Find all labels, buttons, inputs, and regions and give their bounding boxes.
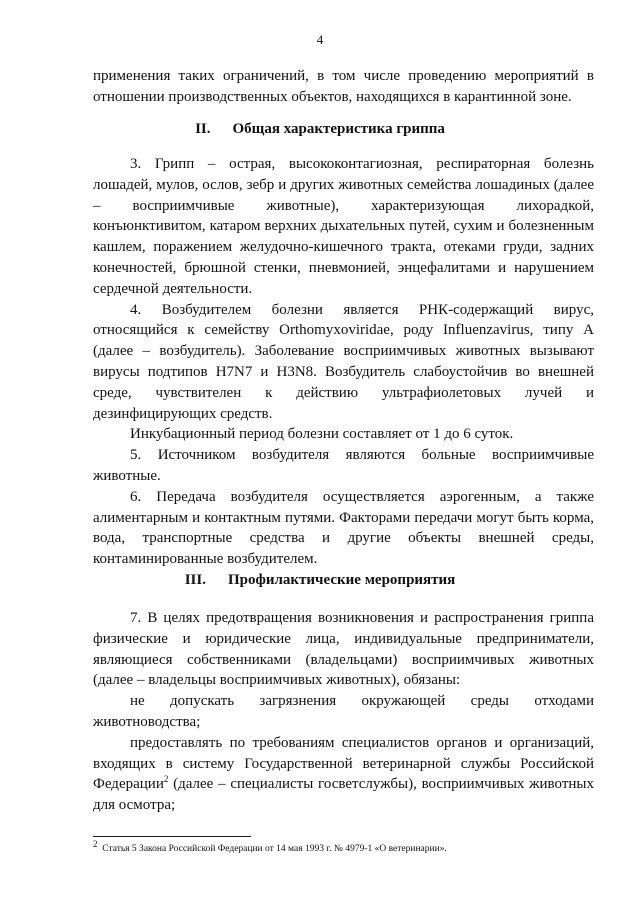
footnote-reference: 2 — [163, 774, 169, 785]
intro-paragraph: применения таких ограничений, в том числе проведению мероприятий в отношении производственных объектов, находящихся в карантинной зоне. — [93, 68, 594, 105]
paragraph-incubation: Инкубационный период болезни составляет от 1 до 6 суток. — [130, 426, 514, 443]
footnote-divider — [93, 836, 251, 837]
paragraph-7: 7. В целях предотвращения возникновения и распространения гриппа физические и юридические лица, индивидуальные предприниматели, являющиеся собственниками (владельцами) восприимчивых животных (далее – владельцы восприимчивых животных), обязаны: — [93, 610, 594, 689]
section-3-body — [93, 608, 594, 816]
section-2-body — [93, 154, 594, 570]
paragraph-3: 3. Грипп – острая, высококонтагиозная, респираторная болезнь лошадей, мулов, ослов, зебр и других животных семейства лошадиных (далее – восприимчивые животные), характеризующая лихорадкой, конъюнктивитом, катаром верхних дыхательных путей, сухим и болезненным кашлем, поражением желудочно-кишечного тракта, отеками груди, задних конечностей, брюшной стенки, пневмонией, энцефалитами и нарушением сердечной деятельности. — [93, 156, 594, 297]
inspection-text-part2: (далее – специалисты госветслужбы), восприимчивых животных для осмотра; — [93, 776, 594, 814]
inspection-text-part1: предоставлять по требованиям специалистов органов и организаций, входящих в систему Государственной ветеринарной службы Российской Федерации — [93, 734, 594, 793]
paragraph-4: 4. Возбудителем болезни является РНК-содержащий вирус, относящийся к семейству Orthomyxoviridae, роду Influenzavirus, типу A (далее – возбудитель). Заболевание восприимчивых животных вызывают вирусы подтипов H7N7 и H3N8. Возбудитель слабоустойчив во внешней среде, чувствителен к действию ультрафиолетовых лучей и дезинфицирующих средств. — [93, 301, 594, 422]
footnote-mark: 2 — [93, 838, 98, 849]
page-number: 4 — [316, 32, 324, 47]
paragraph-inspection — [93, 733, 594, 816]
paragraph-pollution: не допускать загрязнения окружающей среды отходами животноводства; — [93, 693, 594, 730]
section-2-title: Общая характеристика гриппа — [232, 121, 445, 137]
paragraph-5: 5. Источником возбудителя являются больные восприимчивые животные. — [93, 447, 594, 484]
section-3-number: III. — [184, 572, 206, 588]
footnote-text: Статья 5 Закона Российской Федерации от 14 мая 1993 г. № 4979-1 «О ветеринарии». — [102, 844, 447, 854]
section-2-number: II. — [195, 121, 211, 137]
section-3-heading — [0, 572, 640, 589]
section-3-title: Профилактические мероприятия — [227, 572, 456, 588]
footnote — [93, 838, 594, 855]
paragraph-6: 6. Передача возбудителя осуществляется аэрогенным, а также алиментарным и контактным путями. Факторами передачи могут быть корма, вода, транспортные средства и другие объекты внешней среды, контаминированные возбудителем. — [93, 488, 594, 568]
section-2-heading — [0, 121, 640, 138]
